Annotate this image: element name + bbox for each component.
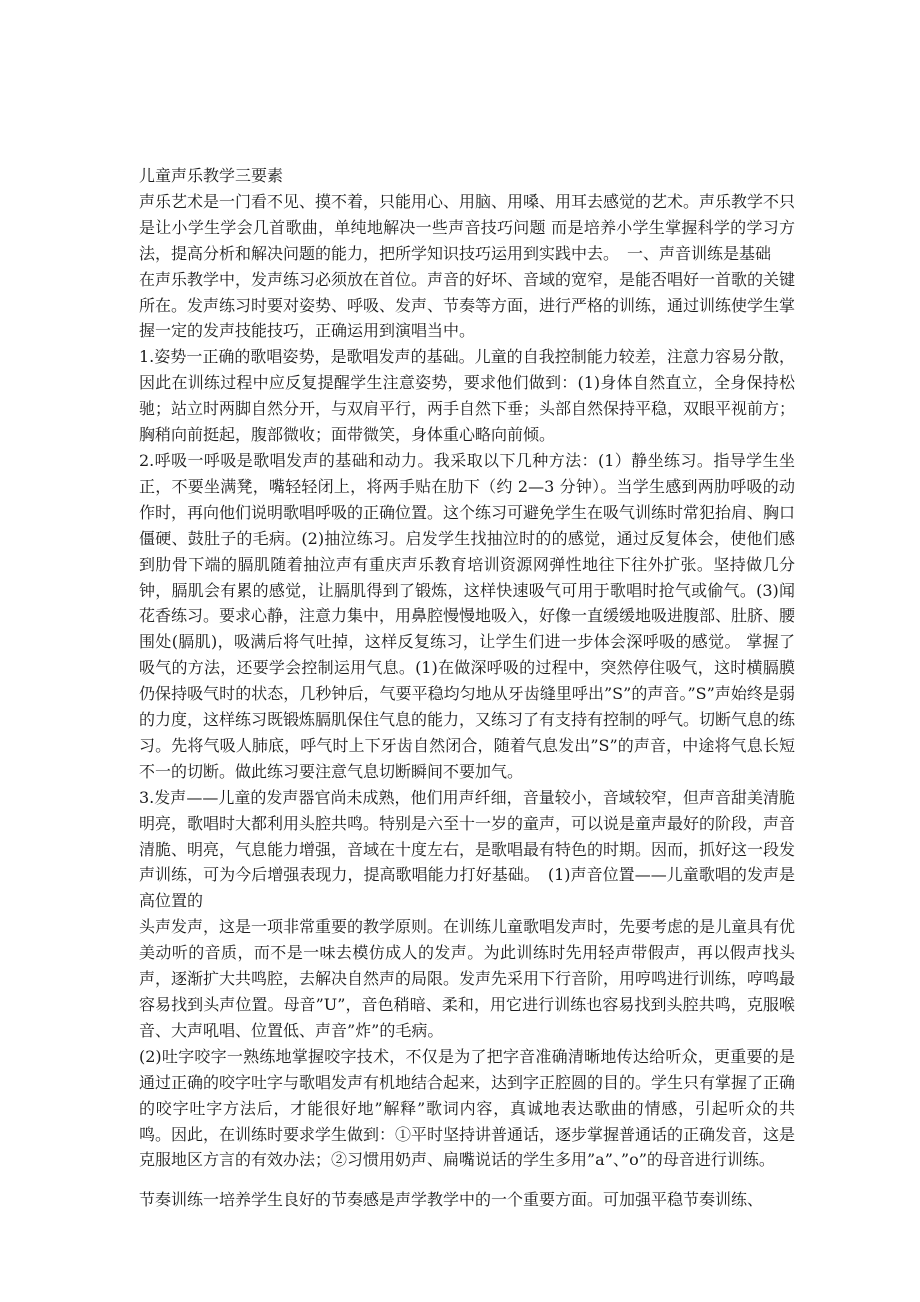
paragraph-rhythm: 节奏训练一培养学生良好的节奏感是声学教学中的一个重要方面。可加强平稳节奏训练、 [139,1190,764,1210]
paragraph-articulation: (2)吐字咬字一熟练地掌握咬字技术，不仅是为了把字音准确清晰地传达给听众，更重要的是通过正确的咬字吐字与歌唱发声有机地结合起来，达到字正腔圆的目的。学生只有掌握了正确的咬字吐字方法后，才能很好地”解释”歌词内容，真诚地表达歌曲的情感，引起听众的共鸣。因此，在训练时要求学生做到：①平时坚持讲普通话，逐步掌握普通话的正确发音，这是克服地区方言的有效办法；②习惯用奶声、扁嘴说话的学生多用”a”、”o”的母音进行训练。 [139,1046,796,1170]
paragraph-intro: 声乐艺术是一门看不见、摸不着，只能用心、用脑、用嗓、用耳去感觉的艺术。声乐教学不只是让小学生学会几首歌曲，单纯地解决一些声音技巧问题 而是培养小学生掌握科学的学习方法，提高分析和解决问题的能力，把所学知识技巧运用到实践中去。 一、声音训练是基础 [139,191,796,263]
paragraph-breathing: 2.呼吸一呼吸是歌唱发声的基础和动力。我采取以下几种方法：(1）静坐练习。指导学生坐正，不要坐满凳，嘴轻轻闭上，将两手贴在肋下（约 2—3 分钟）。当学生感到两肋呼吸的动作时，再向他们说明歌唱呼吸的正确位置。这个练习可避免学生在吸气训练时常犯抬肩、胸口僵硬、鼓肚子的毛病。(2)抽泣练习。启发学生找抽泣时的的感觉，通过反复体会，使他们感到肋骨下端的膈肌随着抽泣声有重庆声乐教育培训资源网弹性地往下往外扩张。坚持做几分钟，膈肌会有累的感觉，让膈肌得到了锻炼，这样快速吸气可用于歌唱时抢气或偷气。(3)闻花香练习。要求心静，注意力集中，用鼻腔慢慢地吸入，好像一直缓缓地吸进腹部、肚脐、腰围处(膈肌)，吸满后将气吐掉，这样反复练习，让学生们进一步体会深呼吸的感觉。 掌握了吸气的方法，还要学会控制运用气息。(1)在做深呼吸的过程中，突然停住吸气，这时横膈膜仍保持吸气时的状态，几秒钟后，气要平稳均匀地从牙齿缝里呼出”S”的声音。”S”声始终是弱的力度，这样练习既锻炼膈肌保住气息的能力，又练习了有支持有控制的呼气。切断气息的练习。先将气吸人肺底，呼气时上下牙齿自然闭合，随着气息发出”S”的声音，中途将气息长短不一的切断。做此练习要注意气息切断瞬间不要加气。 [139,450,796,781]
document-title: 儿童声乐教学三要素 [139,166,284,185]
paragraph-head-voice: 头声发声，这是一项非常重要的教学原则。在训练儿童歌唱发声时，先要考虑的是儿童具有优美动听的音质，而不是一味去模仿成人的发声。为此训练时先用轻声带假声，再以假声找头声，逐渐扩大共鸣腔，去解决自然声的局限。发声先采用下行音阶，用哼鸣进行训练，哼鸣最容易找到头声位置。母音”U”，音色稍暗、柔和，用它进行训练也容易找到头腔共鸣，克服喉音、大声吼唱、位置低、声音”炸”的毛病。 [139,917,796,1040]
document-body [139,163,795,1213]
paragraph-vocalization: 3.发声——儿童的发声器官尚未成熟，他们用声纤细，音量较小，音域较窄，但声音甜美清脆明亮，歌唱时大都利用头腔共鸣。特别是六至十一岁的童声，可以说是童声最好的阶段，声音清脆、明亮，气息能力增强，音域在十度左右，是歌唱最有特色的时期。因而，抓好这一段发声训练，可为今后增强表现力，提高歌唱能力打好基础。 (1)声音位置——儿童歌唱的发声是高位置的 [139,787,796,911]
paragraph-posture: 1.姿势一正确的歌唱姿势，是歌唱发声的基础。儿童的自我控制能力较差，注意力容易分散，因此在训练过程中应反复提醒学生注意姿势，要求他们做到：(1)身体自然直立，全身保持松驰；站立时两脚自然分开，与双肩平行，两手自然下垂；头部自然保持平稳，双眼平视前方；胸稍向前挺起，腹部微收；面带微笑，身体重心略向前倾。 [139,347,796,445]
paragraph-voice-training: 在声乐教学中，发声练习必须放在首位。声音的好坏、音域的宽窄，是能否唱好一首歌的关键所在。发声练习时要对姿势、呼吸、发声、节奏等方面，进行严格的训练，通过训练使学生掌握一定的发声技能技巧，正确运用到演唱当中。 [139,269,796,341]
